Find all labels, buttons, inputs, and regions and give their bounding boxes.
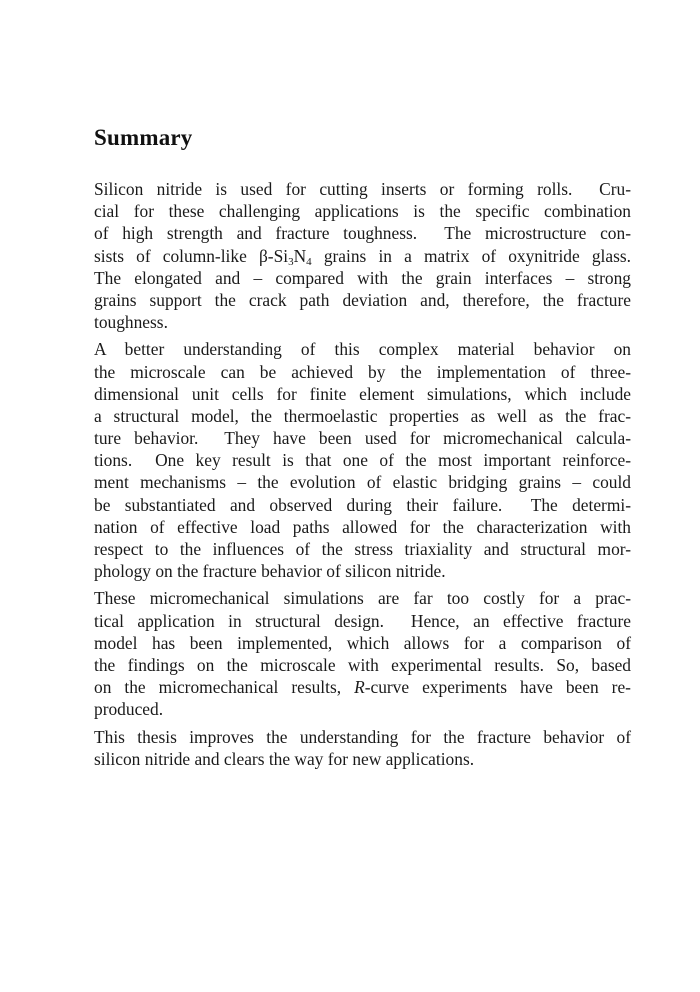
text-line: produced. xyxy=(94,699,164,720)
text-line: toughness. xyxy=(94,312,168,333)
text-line: grains support the crack path deviation and, therefore, the fracture xyxy=(94,289,631,310)
section-title: Summary xyxy=(94,125,193,150)
text-line: the microscale can be achieved by the implementation of three- xyxy=(94,361,631,382)
text-line: model has been implemented, which allows for a comparison of xyxy=(94,632,631,653)
text-line: cial for these challenging applications is the specific combination xyxy=(94,201,631,222)
text-line: a structural model, the thermoelastic properties as well as the frac- xyxy=(94,405,631,426)
paragraph-4 xyxy=(94,726,631,770)
text-line-italic: on the micromechanical results, R-curve experiments have been re- xyxy=(94,677,631,698)
text-line: nation of effective load paths allowed for the characterization with xyxy=(94,516,631,537)
text-line-formula: sists of column-like $\beta-Si_3N_4$ grains in a matrix of oxynitride glass. xyxy=(94,245,631,268)
summary-body xyxy=(94,178,631,775)
text-line: These micromechanical simulations are far too costly for a prac- xyxy=(94,588,631,609)
text-line: A better understanding of this complex material behavior on xyxy=(94,339,631,360)
text-line: Silicon nitride is used for cutting inserts or forming rolls. Cru- xyxy=(94,179,631,199)
text-line: of high strength and fracture toughness. The microstructure con- xyxy=(94,223,631,244)
text-line: tical application in structural design. Hence, an effective fracture xyxy=(94,610,631,631)
text-line: tions. One key result is that one of the most important reinforce- xyxy=(94,450,631,471)
paragraph-3 xyxy=(94,587,631,720)
italic-term: R xyxy=(354,677,365,698)
text-line: phology on the fracture behavior of silicon nitride. xyxy=(94,561,446,582)
paragraph-1 xyxy=(94,178,631,333)
text-line: This thesis improves the understanding for the fracture behavior of xyxy=(94,726,631,747)
text-line: The elongated and – compared with the grain interfaces – strong xyxy=(94,267,631,288)
text-line: dimensional unit cells for finite element simulations, which include xyxy=(94,383,631,404)
text-line: be substantiated and observed during their failure. The determi- xyxy=(94,494,631,515)
chemical-formula: $\beta-Si_3N_4$ xyxy=(258,245,312,268)
text-line: the findings on the microscale with experimental results. So, based xyxy=(94,654,631,675)
paragraph-2 xyxy=(94,338,631,582)
text-line: respect to the influences of the stress triaxiality and structural mor- xyxy=(94,539,631,559)
text-line: ment mechanisms – the evolution of elastic bridging grains – could xyxy=(94,472,631,493)
text-line: ture behavior. They have been used for micromechanical calcula- xyxy=(94,428,631,449)
text-line: silicon nitride and clears the way for new applications. xyxy=(94,748,475,769)
